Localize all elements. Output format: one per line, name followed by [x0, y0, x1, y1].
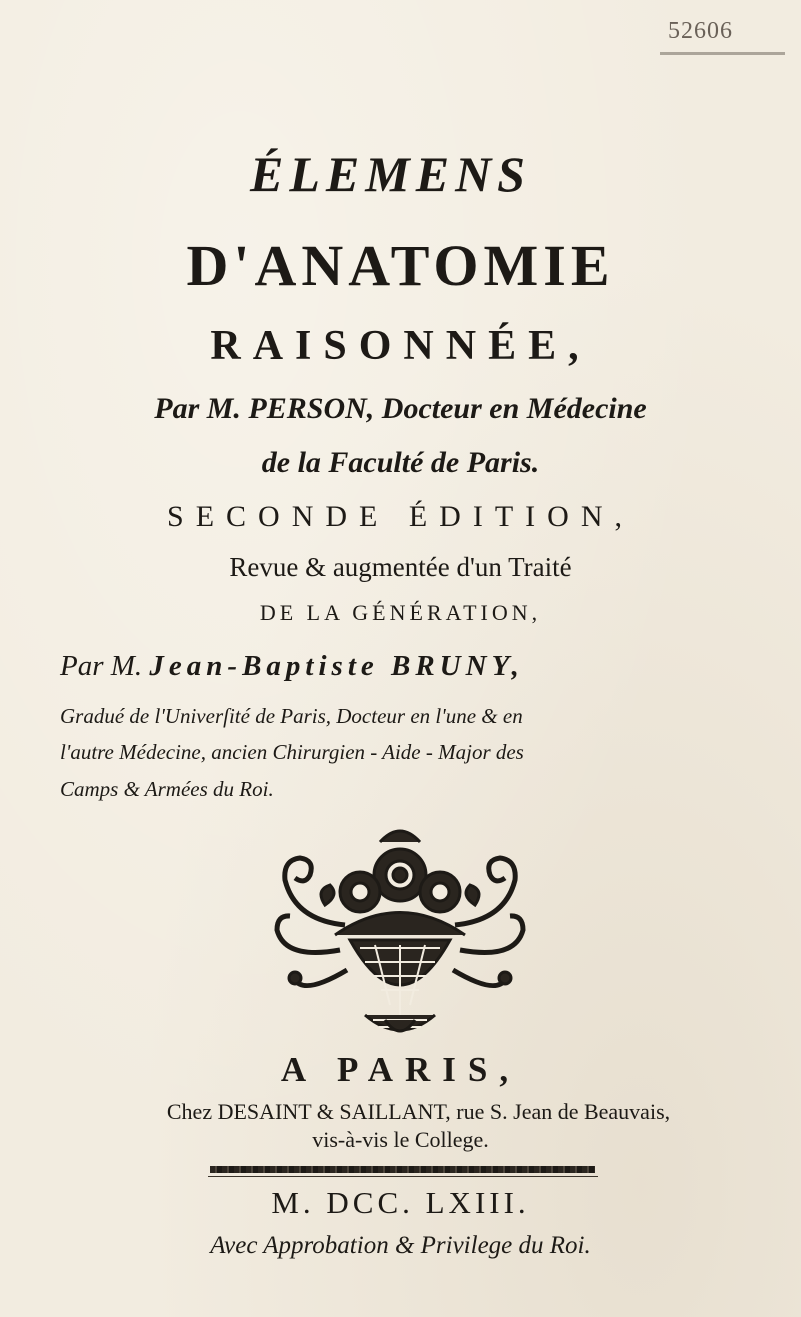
reviser-line-3: l'autre Médecine, ancien Chirurgien - Aide - Major des	[60, 740, 524, 764]
reviser-line-1	[60, 650, 750, 683]
shelfmark: 52606	[668, 18, 733, 44]
thin-rule	[208, 1176, 598, 1177]
title-line-3: RAISONNÉE,	[210, 323, 591, 369]
author-line-2: de la Faculté de Paris.	[261, 446, 540, 479]
ornamental-rule	[210, 1166, 595, 1173]
imprint-date: M. DCC. LXIII.	[271, 1185, 530, 1220]
title-line-2: D'ANATOMIE	[186, 233, 615, 298]
imprint-address-line: vis-à-vis le College.	[312, 1127, 489, 1152]
imprint-privilege: Avec Approbation & Privilege du Roi.	[210, 1232, 591, 1259]
shelfmark-underline	[660, 52, 785, 55]
reviser-line-4: Camps & Armées du Roi.	[60, 777, 274, 801]
imprint-publisher-line: Chez DESAINT & SAILLANT, rue S. Jean de Beauvais,	[166, 1099, 671, 1124]
edition-line-3: DE LA GÉNÉRATION,	[259, 600, 542, 625]
reviser-prefix: Par M.	[60, 650, 143, 682]
author-line-1: Par M. PERSON, Docteur en Médecine	[154, 392, 647, 425]
edition-line-2: Revue & augmentée d'un Traité	[229, 552, 572, 582]
title-line-1: ÉLEMENS	[250, 146, 531, 202]
reviser-line-2: Gradué de l'Univerſité de Paris, Docteur en l'une & en	[60, 704, 523, 728]
imprint-city: A PARIS,	[280, 1050, 521, 1089]
edition-line-1: SECONDE ÉDITION,	[167, 500, 634, 533]
reviser-name: Jean-Baptiste BRUNY,	[149, 650, 524, 682]
fleuron-ornament	[255, 820, 545, 1045]
